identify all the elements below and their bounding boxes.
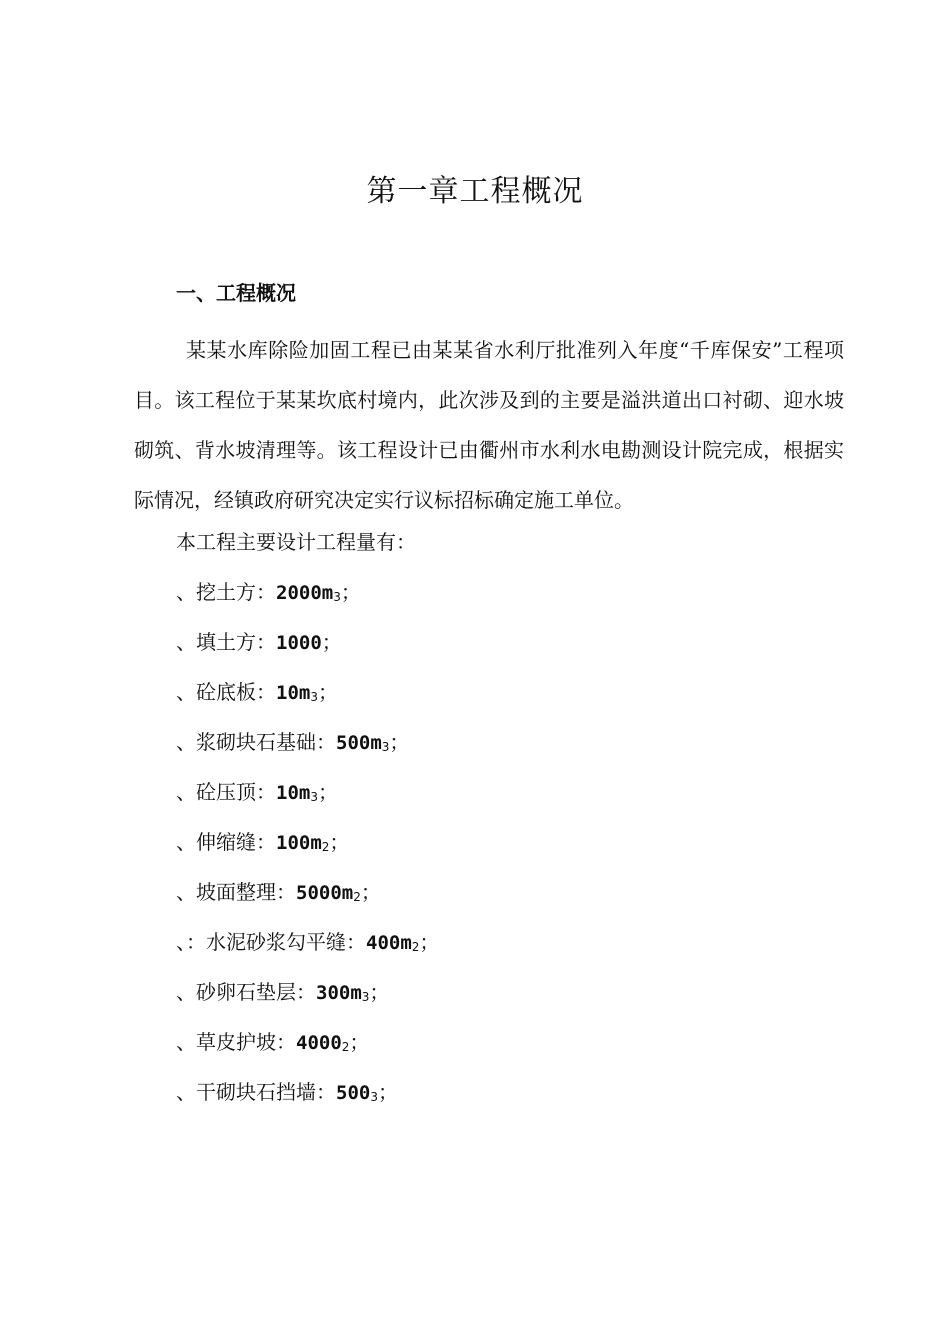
quantity-label: 、干砌块石挡墙： — [176, 1080, 336, 1104]
quantity-unit: m — [341, 882, 354, 904]
quantity-item — [176, 724, 439, 774]
quantity-unit-exponent: 3 — [310, 790, 318, 804]
quantity-unit-exponent: 2 — [321, 840, 330, 854]
quantity-value: 10 — [276, 782, 299, 804]
quantity-unit: m — [310, 832, 322, 854]
chapter-title: 第一章工程概况 — [366, 174, 584, 209]
quantity-label: 、砼底板： — [176, 680, 276, 704]
quantity-label: 、草皮护坡： — [176, 1030, 296, 1054]
quantity-terminator: ； — [349, 1030, 370, 1054]
quantity-label: 、挖土方： — [176, 580, 276, 604]
quantity-value: 500 — [336, 1082, 371, 1104]
quantity-value: 4000 — [296, 1032, 342, 1054]
quantity-item — [176, 1024, 439, 1074]
quantity-item — [176, 974, 439, 1024]
quantity-item — [176, 1074, 439, 1124]
quantity-unit-exponent: 3 — [310, 690, 318, 704]
quantity-unit-exponent: 2 — [353, 890, 361, 904]
quantity-terminator: ； — [329, 830, 350, 854]
quantity-unit: m — [370, 732, 382, 754]
quantity-value: 2000 — [276, 582, 322, 604]
quantity-label: 、浆砌块石基础： — [176, 730, 336, 754]
quantity-value: 100 — [276, 832, 311, 854]
quantity-terminator: ； — [321, 630, 342, 654]
quantity-unit-exponent: 3 — [381, 740, 390, 754]
quantity-item — [176, 674, 439, 724]
quantity-unit-exponent: 2 — [341, 1040, 350, 1054]
quantity-label: 、伸缩缝： — [176, 830, 276, 854]
quantity-terminator: ； — [369, 980, 390, 1004]
intro-paragraph: 某某水库除险加固工程已由某某省水利厅批准列入年度“千库保安”工程项目。该工程位于某某坎底村境内，此次涉及到的主要是溢洪道出口衬砌、迎水坡砌筑、背水坡清理等。该工程设计已由衢州市水利水电勘测设计院完成，根据实际情况，经镇政府研究决定实行议标招标确定施工单位。 — [134, 338, 844, 512]
quantity-item — [176, 874, 439, 924]
quantity-unit: m — [298, 782, 311, 804]
quantity-unit: m — [350, 982, 362, 1004]
quantity-unit: m — [321, 582, 334, 604]
quantity-unit-exponent: 2 — [411, 940, 420, 954]
quantity-unit: m — [298, 682, 311, 704]
quantity-value: 10 — [276, 682, 299, 704]
quantity-terminator: ； — [377, 1080, 398, 1104]
quantity-terminator: ； — [419, 930, 440, 954]
quantity-unit-exponent: 3 — [333, 590, 341, 604]
quantity-list — [176, 574, 439, 1124]
quantity-item — [176, 824, 439, 874]
section-heading: 一、工程概况 — [176, 281, 296, 305]
quantity-unit-exponent: 3 — [361, 990, 370, 1004]
quantity-item — [176, 774, 439, 824]
quantity-value: 5000 — [296, 882, 342, 904]
quantity-label: 、：水泥砂浆勾平缝： — [176, 930, 366, 954]
quantity-terminator: ； — [317, 680, 338, 704]
quantity-label: 、砼压顶： — [176, 780, 276, 804]
quantity-terminator: ； — [360, 880, 381, 904]
quantity-label: 、坡面整理： — [176, 880, 296, 904]
quantity-value: 500 — [336, 732, 371, 754]
quantities-lead: 本工程主要设计工程量有： — [176, 530, 416, 554]
quantity-item — [176, 924, 439, 974]
quantity-unit: m — [400, 932, 412, 954]
quantity-unit-exponent: 3 — [370, 1090, 378, 1104]
quantity-item — [176, 624, 439, 674]
quantity-value: 400 — [366, 932, 401, 954]
quantity-terminator: ； — [317, 780, 338, 804]
quantity-value: 1000 — [276, 632, 322, 654]
quantity-label: 、填土方： — [176, 630, 276, 654]
quantity-value: 300 — [316, 982, 351, 1004]
quantity-label: 、砂卵石垫层： — [176, 980, 316, 1004]
quantity-terminator: ； — [389, 730, 410, 754]
quantity-terminator: ； — [340, 580, 361, 604]
quantity-item — [176, 574, 439, 624]
